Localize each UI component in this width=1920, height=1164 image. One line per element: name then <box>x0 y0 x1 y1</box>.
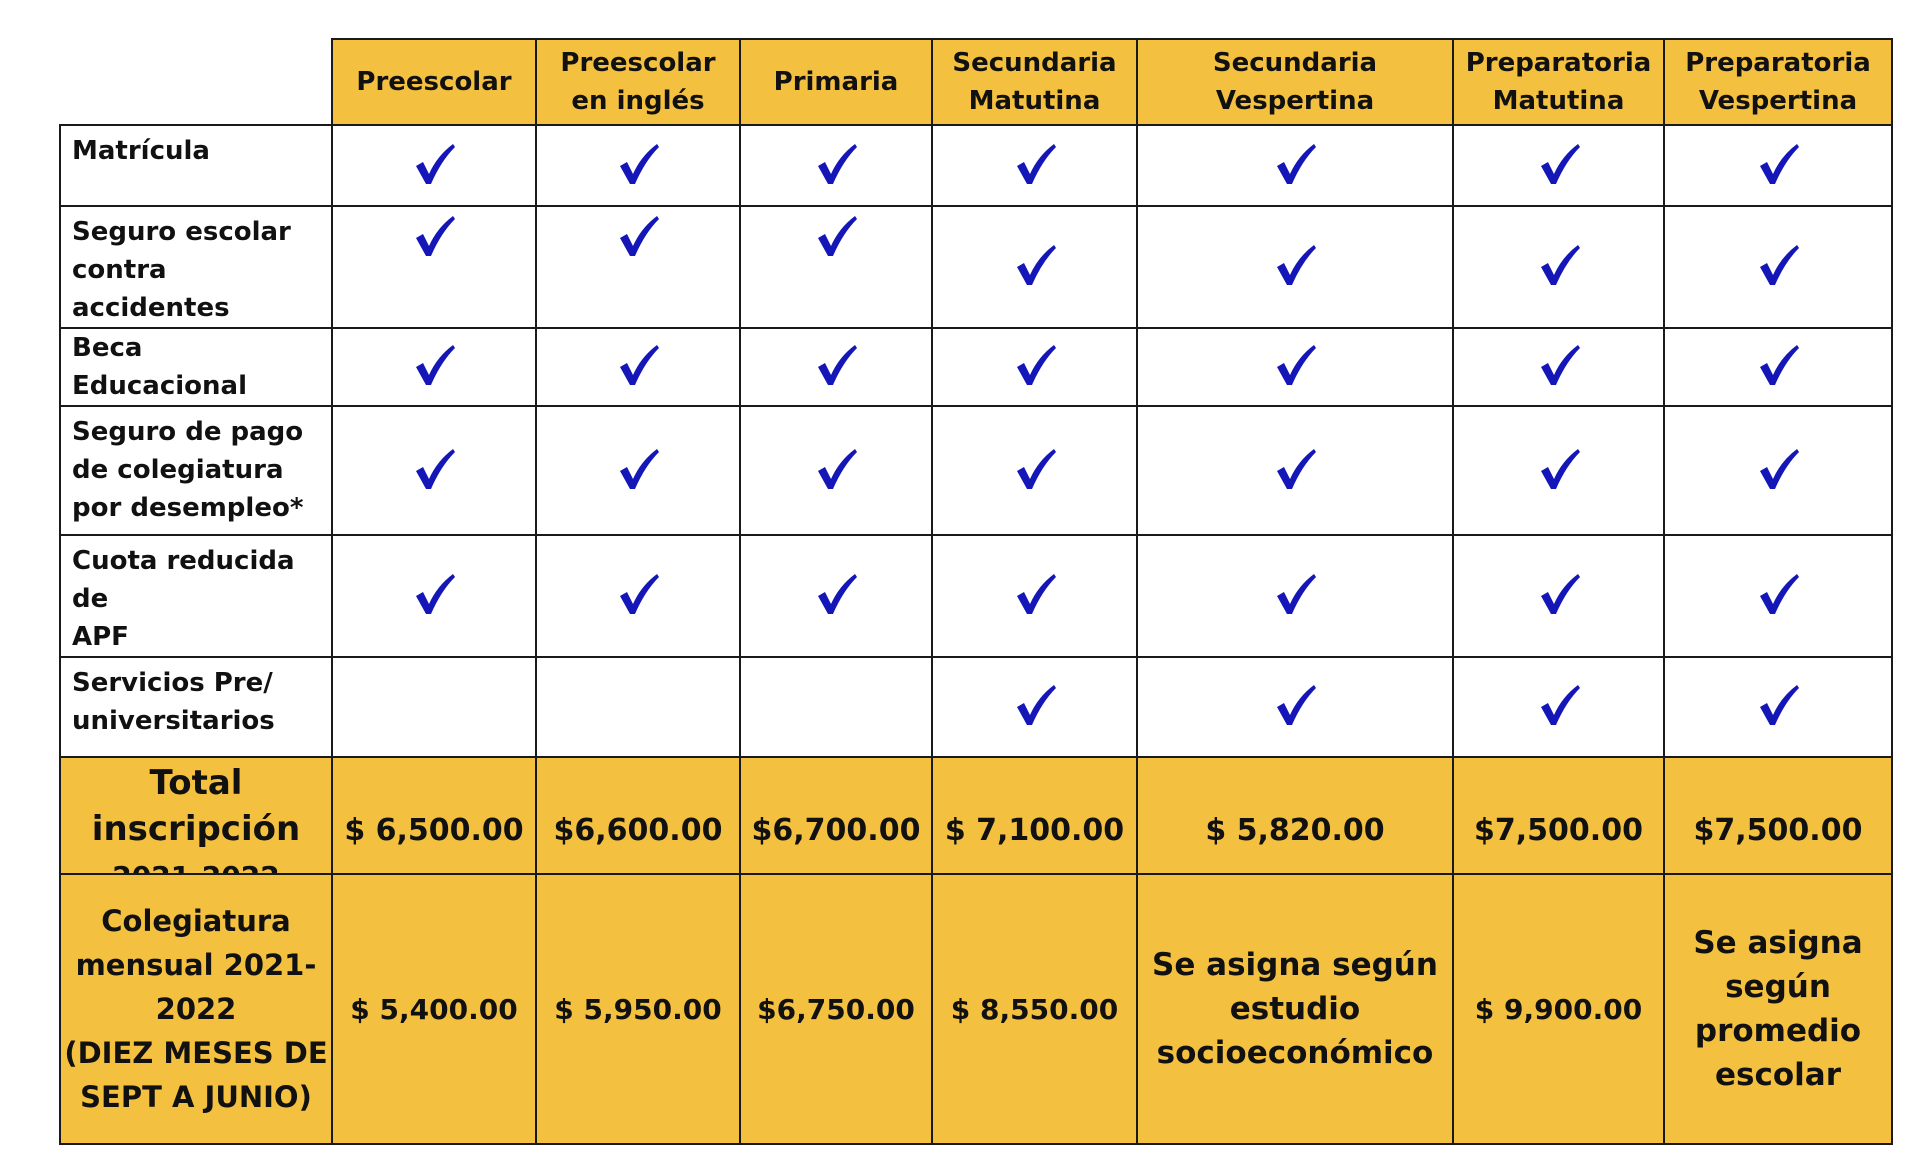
check-cell <box>536 406 740 535</box>
total-amount: $7,500.00 <box>1453 757 1664 903</box>
col-header-secundaria-vespertina <box>1137 39 1453 125</box>
row-label-line: APF <box>72 622 129 652</box>
row-label <box>60 206 332 328</box>
checkmark-icon <box>1272 342 1318 388</box>
checkmark-icon <box>1012 682 1058 728</box>
fee-row-matricula <box>60 125 1892 206</box>
row-label-line: Seguro escolar <box>72 217 291 247</box>
tuition-table <box>59 873 1893 1145</box>
checkmark-icon <box>1272 141 1318 187</box>
check-cell <box>536 206 740 328</box>
col-header-secundaria-matutina <box>932 39 1137 125</box>
tuition-label-line: 2022 <box>155 992 237 1026</box>
checkmark-icon <box>411 141 457 187</box>
row-label-line: Matrícula <box>72 136 210 166</box>
checkmark-icon <box>1755 446 1801 492</box>
check-cell <box>536 328 740 406</box>
checkmark-icon <box>615 342 661 388</box>
check-cell <box>332 657 536 757</box>
checkmark-icon <box>1012 242 1058 288</box>
col-header-line: Preparatoria <box>1465 48 1652 78</box>
check-cell <box>1453 125 1664 206</box>
col-header-line: en inglés <box>571 86 705 116</box>
tuition-note-line: promedio <box>1694 1013 1862 1049</box>
tuition-label-line: (DIEZ MESES DE <box>64 1036 328 1070</box>
check-cell <box>1137 206 1453 328</box>
checkmark-icon <box>1536 242 1582 288</box>
check-cell <box>536 535 740 657</box>
col-header-preescolar-ingles <box>536 39 740 125</box>
check-cell <box>1664 125 1892 206</box>
total-label-line: inscripción <box>91 809 301 849</box>
col-header-line: Matutina <box>1492 86 1625 116</box>
tuition-note-line: Se asigna según <box>1152 947 1438 983</box>
fee-row-cuota-apf <box>60 535 1892 657</box>
tuition-amount-text: $ 5,950.00 <box>554 992 722 1026</box>
tuition-amount <box>536 874 740 1144</box>
row-label-line: Beca Educacional <box>72 333 247 401</box>
checkmark-icon <box>1755 141 1801 187</box>
total-amount: $ 7,100.00 <box>932 757 1137 903</box>
checkmark-icon <box>1536 571 1582 617</box>
check-cell <box>1453 328 1664 406</box>
col-header-line: Vespertina <box>1215 86 1375 116</box>
check-cell <box>932 406 1137 535</box>
check-cell <box>536 125 740 206</box>
checkmark-icon <box>1755 571 1801 617</box>
checkmark-icon <box>1536 446 1582 492</box>
row-label-line: contra accidentes <box>72 255 230 323</box>
tuition-row <box>60 874 1892 1144</box>
check-cell <box>932 328 1137 406</box>
col-header-primaria <box>740 39 932 125</box>
check-cell <box>1453 206 1664 328</box>
tuition-amount-text: $ 9,900.00 <box>1474 992 1643 1026</box>
col-header-preparatoria-matutina <box>1453 39 1664 125</box>
check-cell <box>1453 657 1664 757</box>
tuition-note-line: según <box>1725 969 1831 1005</box>
tuition-label <box>60 874 332 1144</box>
fee-row-seguro-escolar <box>60 206 1892 328</box>
col-header-line: Vespertina <box>1698 86 1858 116</box>
row-label-line: de colegiatura <box>72 455 284 485</box>
checkmark-icon <box>1536 342 1582 388</box>
fee-row-seguro-pago <box>60 406 1892 535</box>
checkmark-icon <box>1755 242 1801 288</box>
checkmark-icon <box>813 571 859 617</box>
row-label-line: Seguro de pago <box>72 417 304 447</box>
checkmark-icon <box>411 342 457 388</box>
checkmark-icon <box>615 571 661 617</box>
row-label-line: Servicios Pre/ <box>72 668 273 698</box>
row-label-line: universitarios <box>72 706 275 736</box>
col-header-line: Preescolar <box>356 67 512 97</box>
check-cell <box>1664 657 1892 757</box>
tuition-note-promedio <box>1664 874 1892 1144</box>
check-cell <box>1664 535 1892 657</box>
check-cell <box>932 125 1137 206</box>
row-label-line: por desempleo* <box>72 493 304 523</box>
tuition-amount <box>1453 874 1664 1144</box>
total-amount: $ 6,500.00 <box>332 757 536 903</box>
checkmark-icon <box>615 141 661 187</box>
tuition-amount <box>332 874 536 1144</box>
check-cell <box>1137 657 1453 757</box>
tuition-note-line: socioeconómico <box>1156 1035 1434 1071</box>
row-label <box>60 406 332 535</box>
tuition-note-line: estudio <box>1229 991 1361 1027</box>
row-label-line: Cuota reducida de <box>72 546 295 614</box>
corner-cell <box>60 39 332 125</box>
check-cell <box>332 535 536 657</box>
checkmark-icon <box>411 571 457 617</box>
check-cell <box>332 328 536 406</box>
tuition-label-line: mensual 2021- <box>75 948 317 982</box>
tuition-note-socioeconomico <box>1137 874 1453 1144</box>
checkmark-icon <box>1272 682 1318 728</box>
fee-row-servicios <box>60 657 1892 757</box>
tuition-amount-text: $ 8,550.00 <box>950 992 1119 1026</box>
check-cell <box>932 535 1137 657</box>
check-cell <box>932 657 1137 757</box>
checkmark-icon <box>615 213 661 259</box>
check-cell <box>1137 125 1453 206</box>
tuition-amount <box>932 874 1137 1144</box>
check-cell <box>1453 406 1664 535</box>
check-cell <box>536 657 740 757</box>
col-header-preescolar <box>332 39 536 125</box>
checkmark-icon <box>813 342 859 388</box>
col-header-line: Secundaria <box>952 48 1117 78</box>
col-header-line: Preescolar <box>560 48 716 78</box>
checkmark-icon <box>1755 342 1801 388</box>
tuition-note-line: Se asigna <box>1693 925 1863 961</box>
check-cell <box>740 206 932 328</box>
tuition-amount <box>740 874 932 1144</box>
col-header-line: Preparatoria <box>1685 48 1871 78</box>
row-label <box>60 657 332 757</box>
check-cell <box>332 125 536 206</box>
checkmark-icon <box>1536 141 1582 187</box>
check-cell <box>332 406 536 535</box>
tuition-amount-text: $6,750.00 <box>757 992 915 1026</box>
check-cell <box>740 328 932 406</box>
checkmark-icon <box>813 446 859 492</box>
check-cell <box>1664 328 1892 406</box>
check-cell <box>1137 328 1453 406</box>
check-cell <box>1453 535 1664 657</box>
total-amount: $6,700.00 <box>740 757 932 903</box>
checkmark-icon <box>1272 242 1318 288</box>
tuition-note-line: escolar <box>1715 1057 1841 1093</box>
check-cell <box>1664 206 1892 328</box>
checkmark-icon <box>1012 141 1058 187</box>
checkmark-icon <box>615 446 661 492</box>
checkmark-icon <box>1272 571 1318 617</box>
checkmark-icon <box>813 141 859 187</box>
checkmark-icon <box>1012 446 1058 492</box>
check-cell <box>932 206 1137 328</box>
total-amount: $ 5,820.00 <box>1137 757 1453 903</box>
col-header-line: Secundaria <box>1212 48 1378 78</box>
check-cell <box>1137 406 1453 535</box>
total-amount: $6,600.00 <box>536 757 740 903</box>
total-amount: $7,500.00 <box>1664 757 1892 903</box>
checkmark-icon <box>1755 682 1801 728</box>
col-header-line: Matutina <box>968 86 1101 116</box>
fees-table <box>59 38 1893 904</box>
total-label-line: Total <box>149 763 243 803</box>
row-label <box>60 125 332 206</box>
checkmark-icon <box>411 446 457 492</box>
check-cell <box>740 535 932 657</box>
row-label <box>60 535 332 657</box>
check-cell <box>740 657 932 757</box>
checkmark-icon <box>813 213 859 259</box>
header-row <box>60 39 1892 125</box>
tuition-amount-text: $ 5,400.00 <box>350 992 518 1026</box>
checkmark-icon <box>1012 571 1058 617</box>
check-cell <box>740 406 932 535</box>
checkmark-icon <box>1012 342 1058 388</box>
check-cell <box>1664 406 1892 535</box>
row-label <box>60 328 332 406</box>
checkmark-icon <box>1536 682 1582 728</box>
fee-row-beca <box>60 328 1892 406</box>
checkmark-icon <box>411 213 457 259</box>
tuition-label-line: Colegiatura <box>101 904 291 938</box>
col-header-line: Primaria <box>773 67 899 97</box>
tuition-label-line: SEPT A JUNIO) <box>80 1080 312 1114</box>
check-cell <box>740 125 932 206</box>
col-header-preparatoria-vespertina <box>1664 39 1892 125</box>
check-cell <box>1137 535 1453 657</box>
check-cell <box>332 206 536 328</box>
checkmark-icon <box>1272 446 1318 492</box>
